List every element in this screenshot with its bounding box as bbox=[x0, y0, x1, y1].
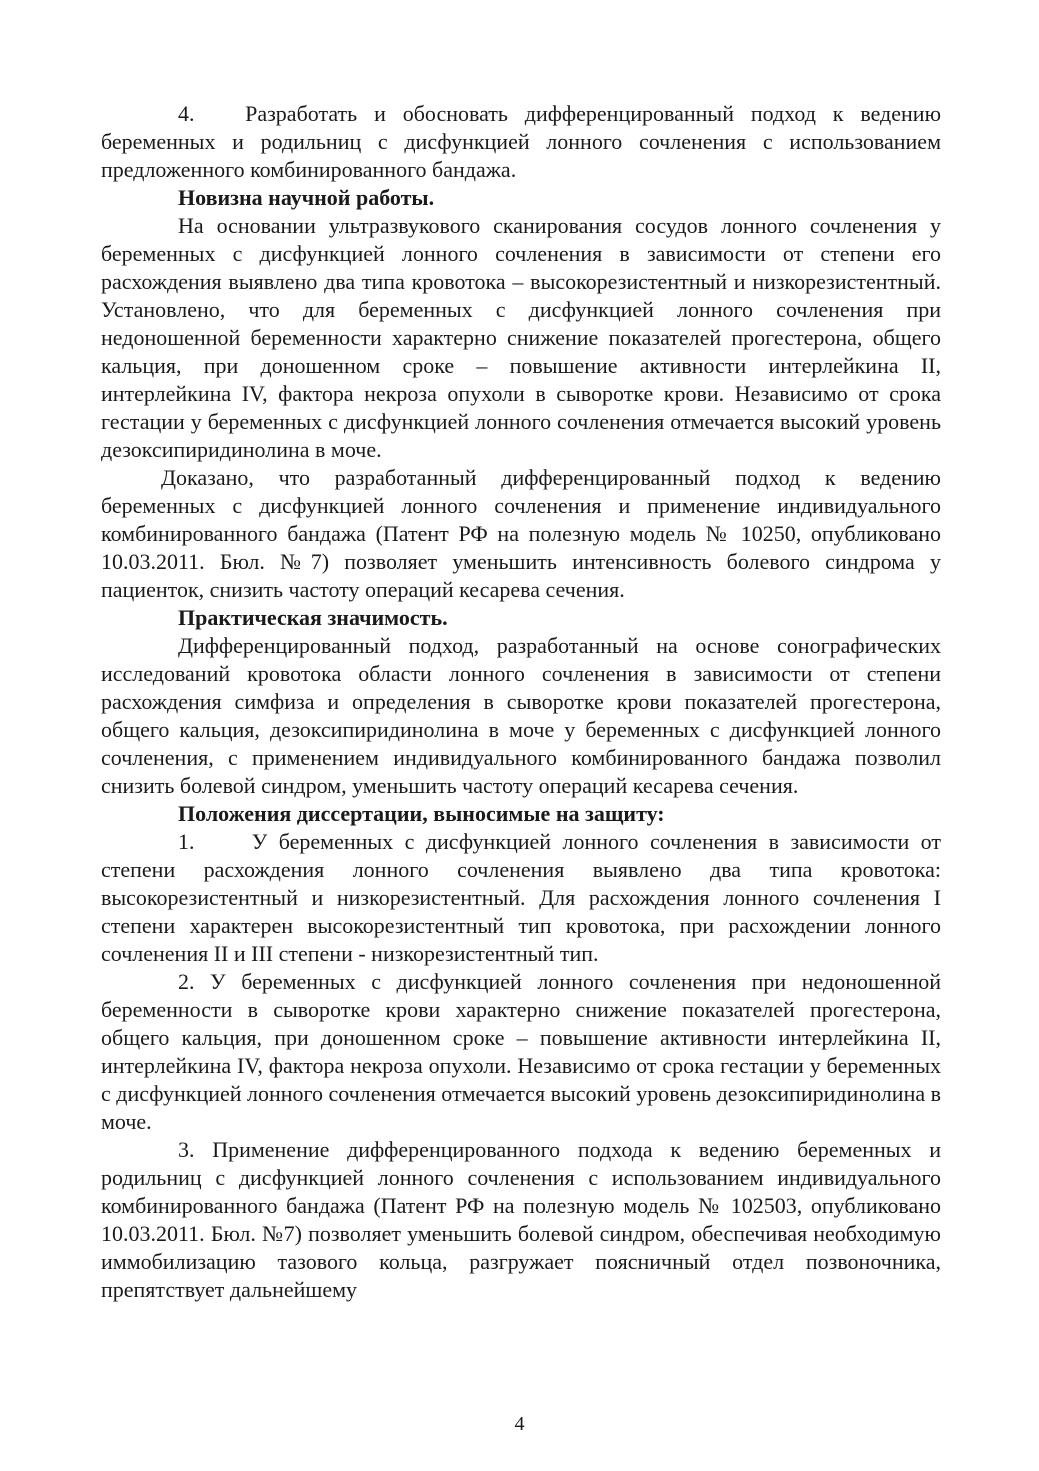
paragraph-novelty-2: Доказано, что разработанный дифференцированный подход к ведению беременных с дисфункцией лонного сочленения и применение индивидуального комбинированного бандажа (Патент РФ на полезную модель № 10250, опубликовано 10.03.2011. Бюл. №7) позволяет уменьшить интенсивность болевого синдрома у пациенток, снизить частоту операций кесарева сечения. bbox=[101, 465, 941, 602]
paragraph-thesis-2: 2. У беременных с дисфункцией лонного сочленения при недоношенной беременности в сыворотке крови характерно снижение показателей прогестерона, общего кальция, при доношенном сроке – повышение активности интерлейкина II, интерлейкина IV, фактора некроза опухоли. Независимо от срока гестации у беременных с дисфункцией лонного сочленения отмечается высокий уровень дезоксипиридинолина в моче. bbox=[101, 969, 941, 1134]
paragraph-thesis-1: 1. У беременных с дисфункцией лонного сочленения в зависимости от степени расхождения лонного сочленения выявлено два типа кровотока: высокорезистентный и низкорезистентный. Для расхождения лонного сочленения I степени характерен высокорезистентный тип кровотока, при расхождении лонного сочленения II и III степени - низкорезистентный тип. bbox=[101, 829, 941, 966]
heading-novelty: Новизна научной работы. bbox=[178, 185, 435, 210]
heading-practical: Практическая значимость. bbox=[178, 605, 448, 630]
paragraph-thesis-3: 3. Применение дифференцированного подхода к ведению беременных и родильниц с дисфункцией лонного сочленения с использованием индивидуального комбинированного бандажа (Патент РФ на полезную модель № 102503, опубликовано 10.03.2011. Бюл. №7) позволяет уменьшить болевой синдром, обеспечивая необходимую иммобилизацию тазового кольца, разгружает поясничный отдел позвоночника, препятствует дальнейшему bbox=[101, 1137, 941, 1302]
paragraph-novelty-1: На основании ультразвукового сканирования сосудов лонного сочленения у беременных с дисфункцией лонного сочленения в зависимости от степени его расхождения выявлено два типа кровотока – высокорезистентный и низкорезистентный. Установлено, что для беременных с дисфункцией лонного сочленения при недоношенной беременности характерно снижение показателей прогестерона, общего кальция, при доношенном сроке – повышение активности интерлейкина II, интерлейкина IV, фактора некроза опухоли в сыворотке крови. Независимо от срока гестации у беременных с дисфункцией лонного сочленения отмечается высокий уровень дезоксипиридинолина в моче. bbox=[101, 213, 941, 462]
page-body bbox=[101, 100, 941, 1304]
paragraph-practical-1: Дифференцированный подход, разработанный на основе сонографических исследований кровотока области лонного сочленения в зависимости от степени расхождения симфиза и определения в сыворотке крови показателей прогестерона, общего кальция, дезоксипиридинолина в моче у беременных с дисфункцией лонного сочленения, с применением индивидуального комбинированного бандажа позволил снизить болевой синдром, уменьшить частоту операций кесарева сечения. bbox=[101, 633, 941, 798]
page-number: 4 bbox=[514, 1413, 525, 1435]
heading-theses: Положения диссертации, выносимые на защиту: bbox=[178, 801, 665, 826]
paragraph-item-4: 4. Разработать и обосновать дифференцированный подход к ведению беременных и родильниц с дисфункцией лонного сочленения с использованием предложенного комбинированного бандажа. bbox=[101, 101, 941, 182]
